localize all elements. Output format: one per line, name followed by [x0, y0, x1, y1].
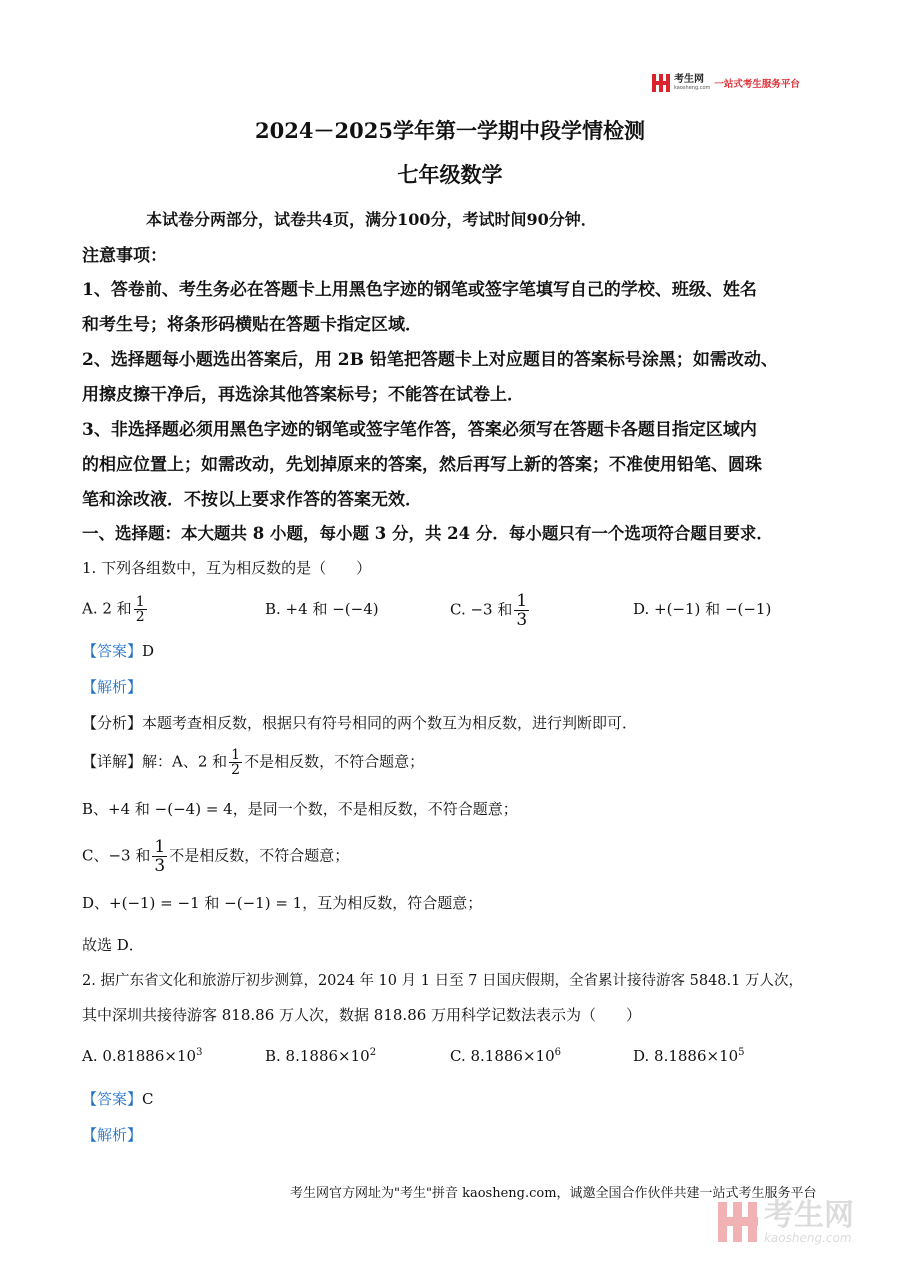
answer-tag: 【答案】 — [82, 642, 143, 660]
fraction: $\frac{1}{3}$ — [154, 837, 166, 876]
exam-title: 2024－2025学年第一学期中段学情检测 — [255, 118, 645, 143]
question-2-stem-line1: 2. 据广东省文化和旅游厅初步测算，2024 年 10 月 1 日至 7 日国庆假期，全省累计接待游客 5848.1 万人次， — [82, 973, 803, 989]
q2-analysis-tag: 【解析】 — [82, 1126, 143, 1144]
header-logo[interactable] — [652, 72, 800, 94]
q1-analysis-tag: 【解析】 — [82, 678, 143, 696]
q1-answer: 【答案】D — [82, 642, 155, 660]
fraction: $\frac{1}{2}$ — [135, 594, 145, 625]
question-2-stem-line2: 其中深圳共接待游客 818.86 万人次，数据 818.86 万用科学记数法表示为（ ） — [82, 1006, 642, 1024]
answer-tag: 【答案】 — [82, 1090, 143, 1108]
q2-option-d: D. $8.1886\times 10^5$ — [633, 1047, 745, 1065]
q1-fenxi: 【分析】本题考查相反数，根据只有符号相同的两个数互为相反数，进行判断即可． — [82, 714, 638, 732]
q1-xiangjie-d: D、+(−1) = −1 和 −(−1) = 1，互为相反数，符合题意； — [82, 894, 483, 912]
q1-xiangjie-c: C、−3 和 $\frac{1}{3}$ 不是相反数，不符合题意； — [82, 837, 350, 876]
exam-subtitle: 七年级数学 — [397, 162, 503, 187]
q2-answer: 【答案】C — [82, 1090, 154, 1108]
fraction: $\frac{1}{3}$ — [516, 591, 528, 630]
q1-conclusion: 故选 D． — [82, 936, 144, 954]
note-line: 笔和涂改液．不按以上要求作答的答案无效． — [82, 490, 422, 510]
exam-intro: 本试卷分两部分，试卷共4页，满分100分，考试时间90分钟． — [146, 210, 597, 229]
watermark — [718, 1200, 854, 1244]
q1-xiangjie-a: 【详解】解：A、2 和 $\frac{1}{2}$ 不是相反数，不符合题意； — [82, 747, 425, 778]
q1-option-c: C. −3 和 $\frac{1}{3}$ — [450, 591, 528, 630]
section-heading: 一、选择题：本大题共 8 小题，每小题 3 分，共 24 分．每小题只有一个选项符合题目要求． — [82, 524, 773, 543]
fraction: $\frac{1}{2}$ — [231, 747, 241, 778]
q1-option-b: B. +4 和 −(−4) — [265, 600, 379, 618]
note-line: 的相应位置上；如需改动，先划掉原来的答案，然后再写上新的答案；不准使用铅笔、圆珠 — [82, 455, 762, 475]
note-line: 用擦皮擦干净后，再选涂其他答案标号；不能答在试卷上． — [82, 385, 524, 405]
page-footer: 考生网官方网址为"考生"拼音 kaosheng.com，诚邀全国合作伙伴共建一站式考生服务平台 — [290, 1186, 817, 1201]
note-line: 1、答卷前、考生务必在答题卡上用黑色字迹的钢笔或签字笔填写自己的学校、班级、姓名 — [82, 280, 757, 300]
kaosheng-logo-icon — [652, 74, 670, 92]
watermark-text: 考生网 kaosheng.com — [764, 1198, 854, 1245]
logo-text: 考生网 kaosheng.com — [674, 74, 711, 91]
q2-option-c: C. $8.1886\times 10^6$ — [450, 1047, 561, 1065]
q1-xiangjie-b: B、+4 和 −(−4) = 4，是同一个数，不是相反数，不符合题意； — [82, 800, 518, 818]
kaosheng-watermark-icon — [718, 1202, 758, 1242]
logo-slogan: 一站式考生服务平台 — [714, 79, 800, 90]
note-line: 和考生号；将条形码横贴在答题卡指定区域． — [82, 315, 422, 335]
note-line: 2、选择题每小题选出答案后，用 2B 铅笔把答题卡上对应题目的答案标号涂黑；如需改动、 — [82, 350, 778, 370]
q1-option-d: D. +(−1) 和 −(−1) — [633, 600, 772, 618]
q2-option-a: A. $0.81886\times 10^3$ — [82, 1047, 203, 1065]
q1-option-a: A. 2 和 $\frac{1}{2}$ — [82, 594, 145, 625]
notes-heading: 注意事项： — [82, 246, 167, 266]
question-1-stem: 1. 下列各组数中，互为相反数的是（ ） — [82, 559, 372, 577]
note-line: 3、非选择题必须用黑色字迹的钢笔或签字笔作答，答案必须写在答题卡各题目指定区域内 — [82, 420, 757, 440]
q2-option-b: B. $8.1886\times 10^2$ — [265, 1047, 377, 1065]
